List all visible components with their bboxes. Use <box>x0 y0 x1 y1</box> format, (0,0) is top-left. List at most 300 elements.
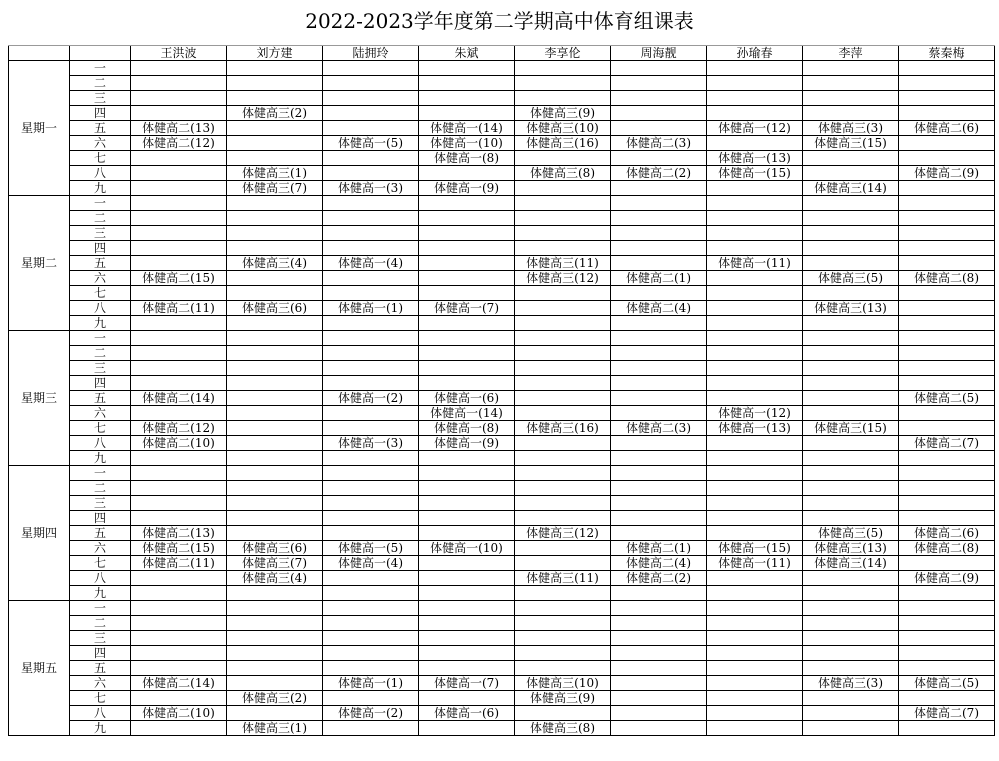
class-cell[interactable] <box>611 631 707 646</box>
class-cell[interactable] <box>803 166 899 181</box>
class-cell[interactable]: 体健高三(8) <box>515 166 611 181</box>
class-cell[interactable] <box>515 706 611 721</box>
class-cell[interactable] <box>131 586 227 601</box>
class-cell[interactable] <box>515 346 611 361</box>
class-cell[interactable]: 体健高三(16) <box>515 421 611 436</box>
class-cell[interactable] <box>707 316 803 331</box>
period-label[interactable]: 七 <box>70 286 131 301</box>
class-cell[interactable]: 体健高三(3) <box>803 121 899 136</box>
teacher-header[interactable]: 朱斌 <box>419 46 515 61</box>
class-cell[interactable] <box>227 601 323 616</box>
class-cell[interactable] <box>419 616 515 631</box>
period-label[interactable]: 九 <box>70 181 131 196</box>
class-cell[interactable]: 体健高一(15) <box>707 541 803 556</box>
class-cell[interactable] <box>803 586 899 601</box>
class-cell[interactable] <box>899 406 995 421</box>
class-cell[interactable] <box>131 256 227 271</box>
class-cell[interactable] <box>611 241 707 256</box>
class-cell[interactable] <box>611 361 707 376</box>
class-cell[interactable]: 体健高三(5) <box>803 526 899 541</box>
period-label[interactable]: 四 <box>70 511 131 526</box>
class-cell[interactable] <box>515 631 611 646</box>
class-cell[interactable] <box>227 241 323 256</box>
class-cell[interactable]: 体健高三(13) <box>803 541 899 556</box>
class-cell[interactable]: 体健高二(8) <box>899 541 995 556</box>
class-cell[interactable] <box>131 346 227 361</box>
class-cell[interactable] <box>131 616 227 631</box>
class-cell[interactable] <box>611 496 707 511</box>
class-cell[interactable] <box>419 511 515 526</box>
class-cell[interactable] <box>131 151 227 166</box>
class-cell[interactable] <box>515 436 611 451</box>
period-label[interactable]: 八 <box>70 166 131 181</box>
class-cell[interactable]: 体健高三(4) <box>227 571 323 586</box>
class-cell[interactable] <box>899 196 995 211</box>
class-cell[interactable] <box>707 466 803 481</box>
teacher-header[interactable]: 王洪波 <box>131 46 227 61</box>
class-cell[interactable] <box>707 706 803 721</box>
class-cell[interactable]: 体健高二(9) <box>899 166 995 181</box>
class-cell[interactable] <box>611 511 707 526</box>
header-day-cell[interactable] <box>9 46 70 61</box>
class-cell[interactable]: 体健高一(8) <box>419 421 515 436</box>
class-cell[interactable] <box>419 661 515 676</box>
class-cell[interactable] <box>707 301 803 316</box>
class-cell[interactable] <box>419 631 515 646</box>
class-cell[interactable] <box>611 691 707 706</box>
day-label[interactable]: 星期四 <box>9 466 70 601</box>
class-cell[interactable]: 体健高三(15) <box>803 421 899 436</box>
day-label[interactable]: 星期三 <box>9 331 70 466</box>
class-cell[interactable] <box>419 271 515 286</box>
period-label[interactable]: 九 <box>70 586 131 601</box>
class-cell[interactable] <box>803 466 899 481</box>
class-cell[interactable] <box>419 346 515 361</box>
period-label[interactable]: 九 <box>70 721 131 736</box>
class-cell[interactable] <box>515 661 611 676</box>
class-cell[interactable] <box>899 721 995 736</box>
class-cell[interactable]: 体健高一(8) <box>419 151 515 166</box>
class-cell[interactable] <box>131 241 227 256</box>
class-cell[interactable] <box>131 76 227 91</box>
class-cell[interactable] <box>131 571 227 586</box>
class-cell[interactable] <box>611 391 707 406</box>
class-cell[interactable] <box>227 646 323 661</box>
class-cell[interactable] <box>227 451 323 466</box>
class-cell[interactable] <box>899 346 995 361</box>
class-cell[interactable] <box>419 526 515 541</box>
class-cell[interactable] <box>803 721 899 736</box>
class-cell[interactable] <box>611 76 707 91</box>
class-cell[interactable] <box>515 196 611 211</box>
class-cell[interactable] <box>899 691 995 706</box>
class-cell[interactable] <box>611 616 707 631</box>
class-cell[interactable] <box>515 211 611 226</box>
class-cell[interactable]: 体健高二(4) <box>611 556 707 571</box>
period-label[interactable]: 七 <box>70 421 131 436</box>
class-cell[interactable] <box>323 616 419 631</box>
class-cell[interactable] <box>131 406 227 421</box>
period-label[interactable]: 七 <box>70 151 131 166</box>
class-cell[interactable]: 体健高一(6) <box>419 706 515 721</box>
class-cell[interactable] <box>131 661 227 676</box>
class-cell[interactable]: 体健高一(13) <box>707 151 803 166</box>
class-cell[interactable] <box>419 481 515 496</box>
class-cell[interactable] <box>131 481 227 496</box>
class-cell[interactable] <box>611 601 707 616</box>
class-cell[interactable] <box>803 106 899 121</box>
class-cell[interactable] <box>803 511 899 526</box>
class-cell[interactable]: 体健高一(14) <box>419 121 515 136</box>
class-cell[interactable] <box>611 121 707 136</box>
class-cell[interactable]: 体健高一(1) <box>323 301 419 316</box>
class-cell[interactable] <box>611 526 707 541</box>
class-cell[interactable]: 体健高二(4) <box>611 301 707 316</box>
class-cell[interactable] <box>611 481 707 496</box>
class-cell[interactable] <box>707 286 803 301</box>
class-cell[interactable] <box>707 181 803 196</box>
class-cell[interactable] <box>707 76 803 91</box>
class-cell[interactable]: 体健高一(12) <box>707 121 803 136</box>
day-label[interactable]: 星期二 <box>9 196 70 331</box>
class-cell[interactable] <box>323 571 419 586</box>
class-cell[interactable] <box>419 646 515 661</box>
class-cell[interactable] <box>611 451 707 466</box>
class-cell[interactable] <box>131 106 227 121</box>
class-cell[interactable]: 体健高一(11) <box>707 556 803 571</box>
class-cell[interactable] <box>323 226 419 241</box>
class-cell[interactable] <box>803 256 899 271</box>
class-cell[interactable] <box>131 166 227 181</box>
class-cell[interactable] <box>515 541 611 556</box>
class-cell[interactable] <box>419 196 515 211</box>
class-cell[interactable] <box>227 616 323 631</box>
class-cell[interactable] <box>323 496 419 511</box>
class-cell[interactable] <box>323 166 419 181</box>
class-cell[interactable] <box>419 466 515 481</box>
class-cell[interactable] <box>323 646 419 661</box>
class-cell[interactable]: 体健高一(14) <box>419 406 515 421</box>
class-cell[interactable] <box>515 511 611 526</box>
class-cell[interactable]: 体健高二(3) <box>611 421 707 436</box>
class-cell[interactable] <box>707 721 803 736</box>
class-cell[interactable] <box>611 661 707 676</box>
class-cell[interactable] <box>419 601 515 616</box>
class-cell[interactable]: 体健高三(11) <box>515 256 611 271</box>
class-cell[interactable]: 体健高一(4) <box>323 556 419 571</box>
class-cell[interactable]: 体健高二(12) <box>131 421 227 436</box>
class-cell[interactable] <box>323 196 419 211</box>
class-cell[interactable]: 体健高三(3) <box>803 676 899 691</box>
class-cell[interactable] <box>707 436 803 451</box>
class-cell[interactable] <box>899 376 995 391</box>
class-cell[interactable] <box>899 331 995 346</box>
class-cell[interactable] <box>707 211 803 226</box>
class-cell[interactable] <box>707 61 803 76</box>
class-cell[interactable] <box>707 361 803 376</box>
period-label[interactable]: 四 <box>70 376 131 391</box>
day-label[interactable]: 星期五 <box>9 601 70 736</box>
class-cell[interactable] <box>611 106 707 121</box>
class-cell[interactable]: 体健高二(15) <box>131 541 227 556</box>
class-cell[interactable] <box>899 631 995 646</box>
class-cell[interactable] <box>323 76 419 91</box>
class-cell[interactable]: 体健高二(10) <box>131 706 227 721</box>
class-cell[interactable] <box>803 451 899 466</box>
class-cell[interactable] <box>227 511 323 526</box>
class-cell[interactable] <box>803 361 899 376</box>
class-cell[interactable] <box>611 196 707 211</box>
class-cell[interactable] <box>707 196 803 211</box>
class-cell[interactable] <box>227 481 323 496</box>
class-cell[interactable]: 体健高二(11) <box>131 301 227 316</box>
class-cell[interactable]: 体健高一(2) <box>323 391 419 406</box>
class-cell[interactable]: 体健高一(9) <box>419 436 515 451</box>
class-cell[interactable] <box>419 211 515 226</box>
class-cell[interactable] <box>515 391 611 406</box>
class-cell[interactable]: 体健高三(10) <box>515 121 611 136</box>
class-cell[interactable] <box>323 106 419 121</box>
period-label[interactable]: 五 <box>70 661 131 676</box>
class-cell[interactable] <box>227 376 323 391</box>
period-label[interactable]: 九 <box>70 451 131 466</box>
class-cell[interactable] <box>323 286 419 301</box>
class-cell[interactable] <box>611 256 707 271</box>
teacher-header[interactable]: 蔡秦梅 <box>899 46 995 61</box>
class-cell[interactable] <box>323 121 419 136</box>
class-cell[interactable] <box>323 406 419 421</box>
period-label[interactable]: 八 <box>70 301 131 316</box>
class-cell[interactable] <box>323 361 419 376</box>
class-cell[interactable]: 体健高三(5) <box>803 271 899 286</box>
class-cell[interactable] <box>707 226 803 241</box>
class-cell[interactable]: 体健高三(1) <box>227 166 323 181</box>
class-cell[interactable]: 体健高三(15) <box>803 136 899 151</box>
class-cell[interactable]: 体健高二(13) <box>131 526 227 541</box>
class-cell[interactable] <box>323 526 419 541</box>
class-cell[interactable] <box>611 316 707 331</box>
class-cell[interactable] <box>803 316 899 331</box>
period-label[interactable]: 七 <box>70 691 131 706</box>
class-cell[interactable]: 体健高三(14) <box>803 181 899 196</box>
class-cell[interactable] <box>419 106 515 121</box>
class-cell[interactable] <box>419 571 515 586</box>
class-cell[interactable] <box>899 661 995 676</box>
class-cell[interactable] <box>323 481 419 496</box>
class-cell[interactable] <box>707 571 803 586</box>
class-cell[interactable] <box>803 661 899 676</box>
class-cell[interactable] <box>803 241 899 256</box>
class-cell[interactable] <box>707 676 803 691</box>
class-cell[interactable] <box>803 61 899 76</box>
class-cell[interactable] <box>899 466 995 481</box>
class-cell[interactable] <box>515 556 611 571</box>
class-cell[interactable] <box>515 61 611 76</box>
class-cell[interactable]: 体健高三(11) <box>515 571 611 586</box>
class-cell[interactable] <box>803 691 899 706</box>
period-label[interactable]: 三 <box>70 631 131 646</box>
class-cell[interactable]: 体健高一(3) <box>323 181 419 196</box>
period-label[interactable]: 一 <box>70 466 131 481</box>
class-cell[interactable]: 体健高二(14) <box>131 391 227 406</box>
class-cell[interactable] <box>515 466 611 481</box>
class-cell[interactable] <box>611 286 707 301</box>
class-cell[interactable] <box>227 76 323 91</box>
class-cell[interactable] <box>611 376 707 391</box>
class-cell[interactable] <box>611 211 707 226</box>
class-cell[interactable] <box>227 91 323 106</box>
class-cell[interactable] <box>707 271 803 286</box>
class-cell[interactable] <box>131 691 227 706</box>
class-cell[interactable] <box>227 121 323 136</box>
class-cell[interactable] <box>515 181 611 196</box>
class-cell[interactable] <box>899 256 995 271</box>
class-cell[interactable] <box>131 466 227 481</box>
class-cell[interactable] <box>899 646 995 661</box>
class-cell[interactable] <box>323 586 419 601</box>
class-cell[interactable] <box>515 241 611 256</box>
period-label[interactable]: 二 <box>70 76 131 91</box>
class-cell[interactable] <box>131 211 227 226</box>
class-cell[interactable] <box>323 346 419 361</box>
class-cell[interactable] <box>803 151 899 166</box>
class-cell[interactable] <box>899 181 995 196</box>
class-cell[interactable]: 体健高三(7) <box>227 556 323 571</box>
class-cell[interactable]: 体健高三(16) <box>515 136 611 151</box>
class-cell[interactable] <box>707 91 803 106</box>
class-cell[interactable]: 体健高二(6) <box>899 121 995 136</box>
class-cell[interactable]: 体健高二(13) <box>131 121 227 136</box>
class-cell[interactable]: 体健高一(7) <box>419 301 515 316</box>
class-cell[interactable]: 体健高一(5) <box>323 136 419 151</box>
class-cell[interactable] <box>803 331 899 346</box>
class-cell[interactable]: 体健高二(9) <box>899 571 995 586</box>
class-cell[interactable] <box>131 91 227 106</box>
class-cell[interactable] <box>611 406 707 421</box>
class-cell[interactable]: 体健高二(6) <box>899 526 995 541</box>
period-label[interactable]: 一 <box>70 196 131 211</box>
class-cell[interactable] <box>899 301 995 316</box>
class-cell[interactable] <box>899 451 995 466</box>
class-cell[interactable] <box>323 151 419 166</box>
class-cell[interactable]: 体健高二(7) <box>899 436 995 451</box>
period-label[interactable]: 五 <box>70 256 131 271</box>
period-label[interactable]: 二 <box>70 346 131 361</box>
class-cell[interactable] <box>707 661 803 676</box>
class-cell[interactable] <box>899 511 995 526</box>
class-cell[interactable] <box>227 526 323 541</box>
class-cell[interactable] <box>323 451 419 466</box>
class-cell[interactable] <box>419 166 515 181</box>
class-cell[interactable] <box>899 61 995 76</box>
period-label[interactable]: 四 <box>70 106 131 121</box>
class-cell[interactable] <box>611 346 707 361</box>
class-cell[interactable] <box>707 586 803 601</box>
class-cell[interactable] <box>323 721 419 736</box>
class-cell[interactable] <box>227 271 323 286</box>
class-cell[interactable] <box>227 361 323 376</box>
class-cell[interactable] <box>515 226 611 241</box>
header-period-cell[interactable] <box>70 46 131 61</box>
class-cell[interactable]: 体健高一(6) <box>419 391 515 406</box>
class-cell[interactable] <box>323 631 419 646</box>
class-cell[interactable] <box>611 151 707 166</box>
class-cell[interactable]: 体健高一(9) <box>419 181 515 196</box>
class-cell[interactable] <box>323 511 419 526</box>
period-label[interactable]: 二 <box>70 481 131 496</box>
class-cell[interactable]: 体健高二(2) <box>611 166 707 181</box>
class-cell[interactable] <box>419 376 515 391</box>
class-cell[interactable] <box>323 691 419 706</box>
class-cell[interactable] <box>323 91 419 106</box>
class-cell[interactable] <box>707 346 803 361</box>
class-cell[interactable]: 体健高三(1) <box>227 721 323 736</box>
class-cell[interactable]: 体健高一(7) <box>419 676 515 691</box>
class-cell[interactable] <box>419 331 515 346</box>
class-cell[interactable] <box>611 91 707 106</box>
class-cell[interactable] <box>515 586 611 601</box>
class-cell[interactable] <box>611 436 707 451</box>
class-cell[interactable] <box>707 241 803 256</box>
class-cell[interactable] <box>227 586 323 601</box>
class-cell[interactable] <box>419 226 515 241</box>
class-cell[interactable] <box>899 361 995 376</box>
class-cell[interactable]: 体健高二(14) <box>131 676 227 691</box>
class-cell[interactable] <box>227 496 323 511</box>
class-cell[interactable]: 体健高三(2) <box>227 691 323 706</box>
class-cell[interactable] <box>707 331 803 346</box>
class-cell[interactable]: 体健高一(11) <box>707 256 803 271</box>
class-cell[interactable] <box>803 496 899 511</box>
day-label[interactable]: 星期一 <box>9 61 70 196</box>
period-label[interactable]: 八 <box>70 706 131 721</box>
class-cell[interactable] <box>515 616 611 631</box>
class-cell[interactable]: 体健高一(1) <box>323 676 419 691</box>
class-cell[interactable] <box>707 631 803 646</box>
class-cell[interactable] <box>323 316 419 331</box>
class-cell[interactable]: 体健高一(5) <box>323 541 419 556</box>
class-cell[interactable] <box>515 331 611 346</box>
class-cell[interactable] <box>227 316 323 331</box>
class-cell[interactable] <box>707 526 803 541</box>
class-cell[interactable] <box>227 61 323 76</box>
period-label[interactable]: 六 <box>70 676 131 691</box>
period-label[interactable]: 二 <box>70 616 131 631</box>
class-cell[interactable] <box>611 181 707 196</box>
class-cell[interactable]: 体健高三(7) <box>227 181 323 196</box>
class-cell[interactable] <box>803 436 899 451</box>
class-cell[interactable] <box>803 631 899 646</box>
class-cell[interactable] <box>707 136 803 151</box>
class-cell[interactable] <box>419 556 515 571</box>
class-cell[interactable] <box>803 481 899 496</box>
class-cell[interactable] <box>227 391 323 406</box>
class-cell[interactable] <box>131 721 227 736</box>
class-cell[interactable]: 体健高一(3) <box>323 436 419 451</box>
teacher-header[interactable]: 周海靓 <box>611 46 707 61</box>
class-cell[interactable] <box>419 361 515 376</box>
class-cell[interactable]: 体健高二(2) <box>611 571 707 586</box>
class-cell[interactable] <box>515 316 611 331</box>
class-cell[interactable]: 体健高三(8) <box>515 721 611 736</box>
class-cell[interactable] <box>611 676 707 691</box>
class-cell[interactable] <box>899 151 995 166</box>
class-cell[interactable] <box>227 676 323 691</box>
class-cell[interactable] <box>227 151 323 166</box>
class-cell[interactable]: 体健高一(15) <box>707 166 803 181</box>
class-cell[interactable]: 体健高二(12) <box>131 136 227 151</box>
class-cell[interactable] <box>515 151 611 166</box>
